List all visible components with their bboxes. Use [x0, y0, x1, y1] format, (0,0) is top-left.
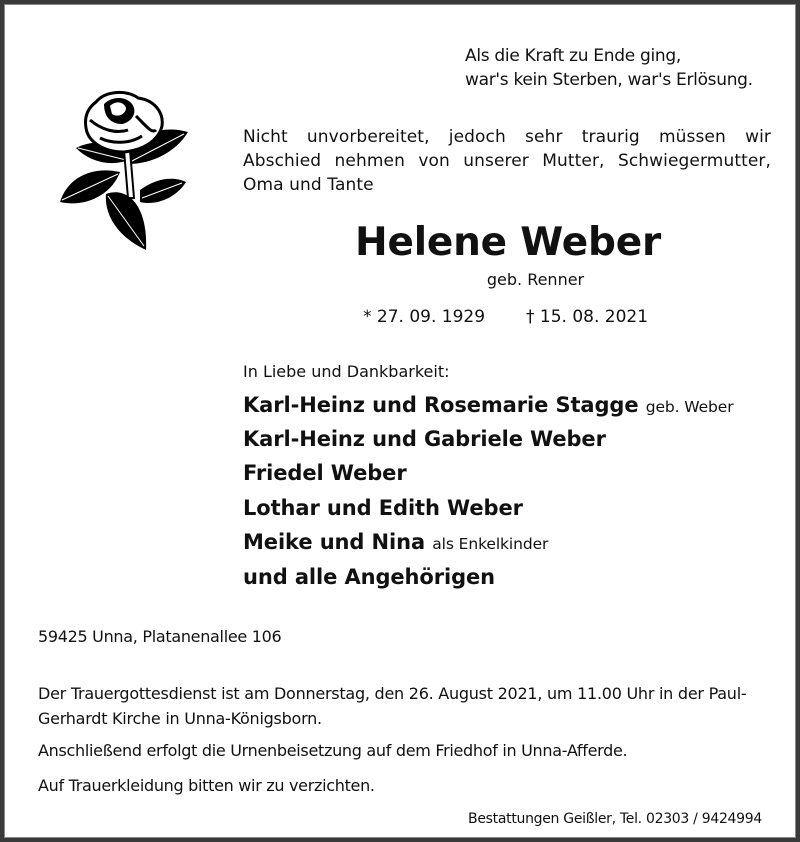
birth-date: * 27. 09. 1929 [363, 307, 486, 327]
rose-icon [56, 90, 190, 252]
poem-line-2: war's kein Sterben, war's Erlösung. [465, 70, 753, 90]
intro-line-2: Abschied nehmen von unserer Mutter, Schwiegermutter, [243, 151, 771, 171]
mourner-note: als Enkelkinder [432, 535, 549, 553]
intro-line-1: Nicht unvorbereitet, jedoch sehr traurig müssen wir [243, 127, 771, 147]
mourner-name: Meike und Nina [243, 530, 426, 554]
mourner-entry [243, 461, 407, 485]
family-address: 59425 Unna, Platanenallee 106 [38, 627, 282, 646]
mourner-entry [243, 393, 734, 417]
mourner-entry [243, 427, 606, 451]
mourner-name: und alle Angehörigen [243, 565, 495, 589]
intro-text [243, 125, 771, 197]
mourner-entry [243, 530, 548, 554]
mourner-name: Lothar und Edith Weber [243, 496, 523, 520]
dress-note: Auf Trauerkleidung bitten wir zu verzichten. [38, 776, 375, 795]
intro-line-3: Oma und Tante [243, 175, 374, 195]
mourner-note: geb. Weber [645, 398, 734, 416]
mourners-heading: In Liebe und Dankbarkeit: [243, 362, 450, 381]
service-info: Der Trauergottesdienst ist am Donnerstag, den 26. August 2021, um 11.00 Uhr in der Paul-Gerhardt Kirche in Unna-Königsborn. [38, 684, 747, 728]
mourner-entry [243, 496, 523, 520]
mourner-entry [243, 565, 495, 589]
mourner-name: Karl-Heinz und Rosemarie Stagge [243, 393, 639, 417]
mourner-name: Karl-Heinz und Gabriele Weber [243, 427, 606, 451]
poem-line-1: Als die Kraft zu Ende ging, [465, 46, 681, 66]
deceased-name: Helene Weber [355, 220, 661, 265]
death-date: † 15. 08. 2021 [526, 307, 649, 327]
poem [465, 44, 753, 92]
burial-info: Anschließend erfolgt die Urnenbeisetzung auf dem Friedhof in Unna-Afferde. [38, 741, 628, 760]
maiden-name: geb. Renner [486, 270, 585, 289]
mourner-name: Friedel Weber [243, 461, 407, 485]
undertaker-info: Bestattungen Geißler, Tel. 02303 / 9424994 [468, 811, 762, 827]
